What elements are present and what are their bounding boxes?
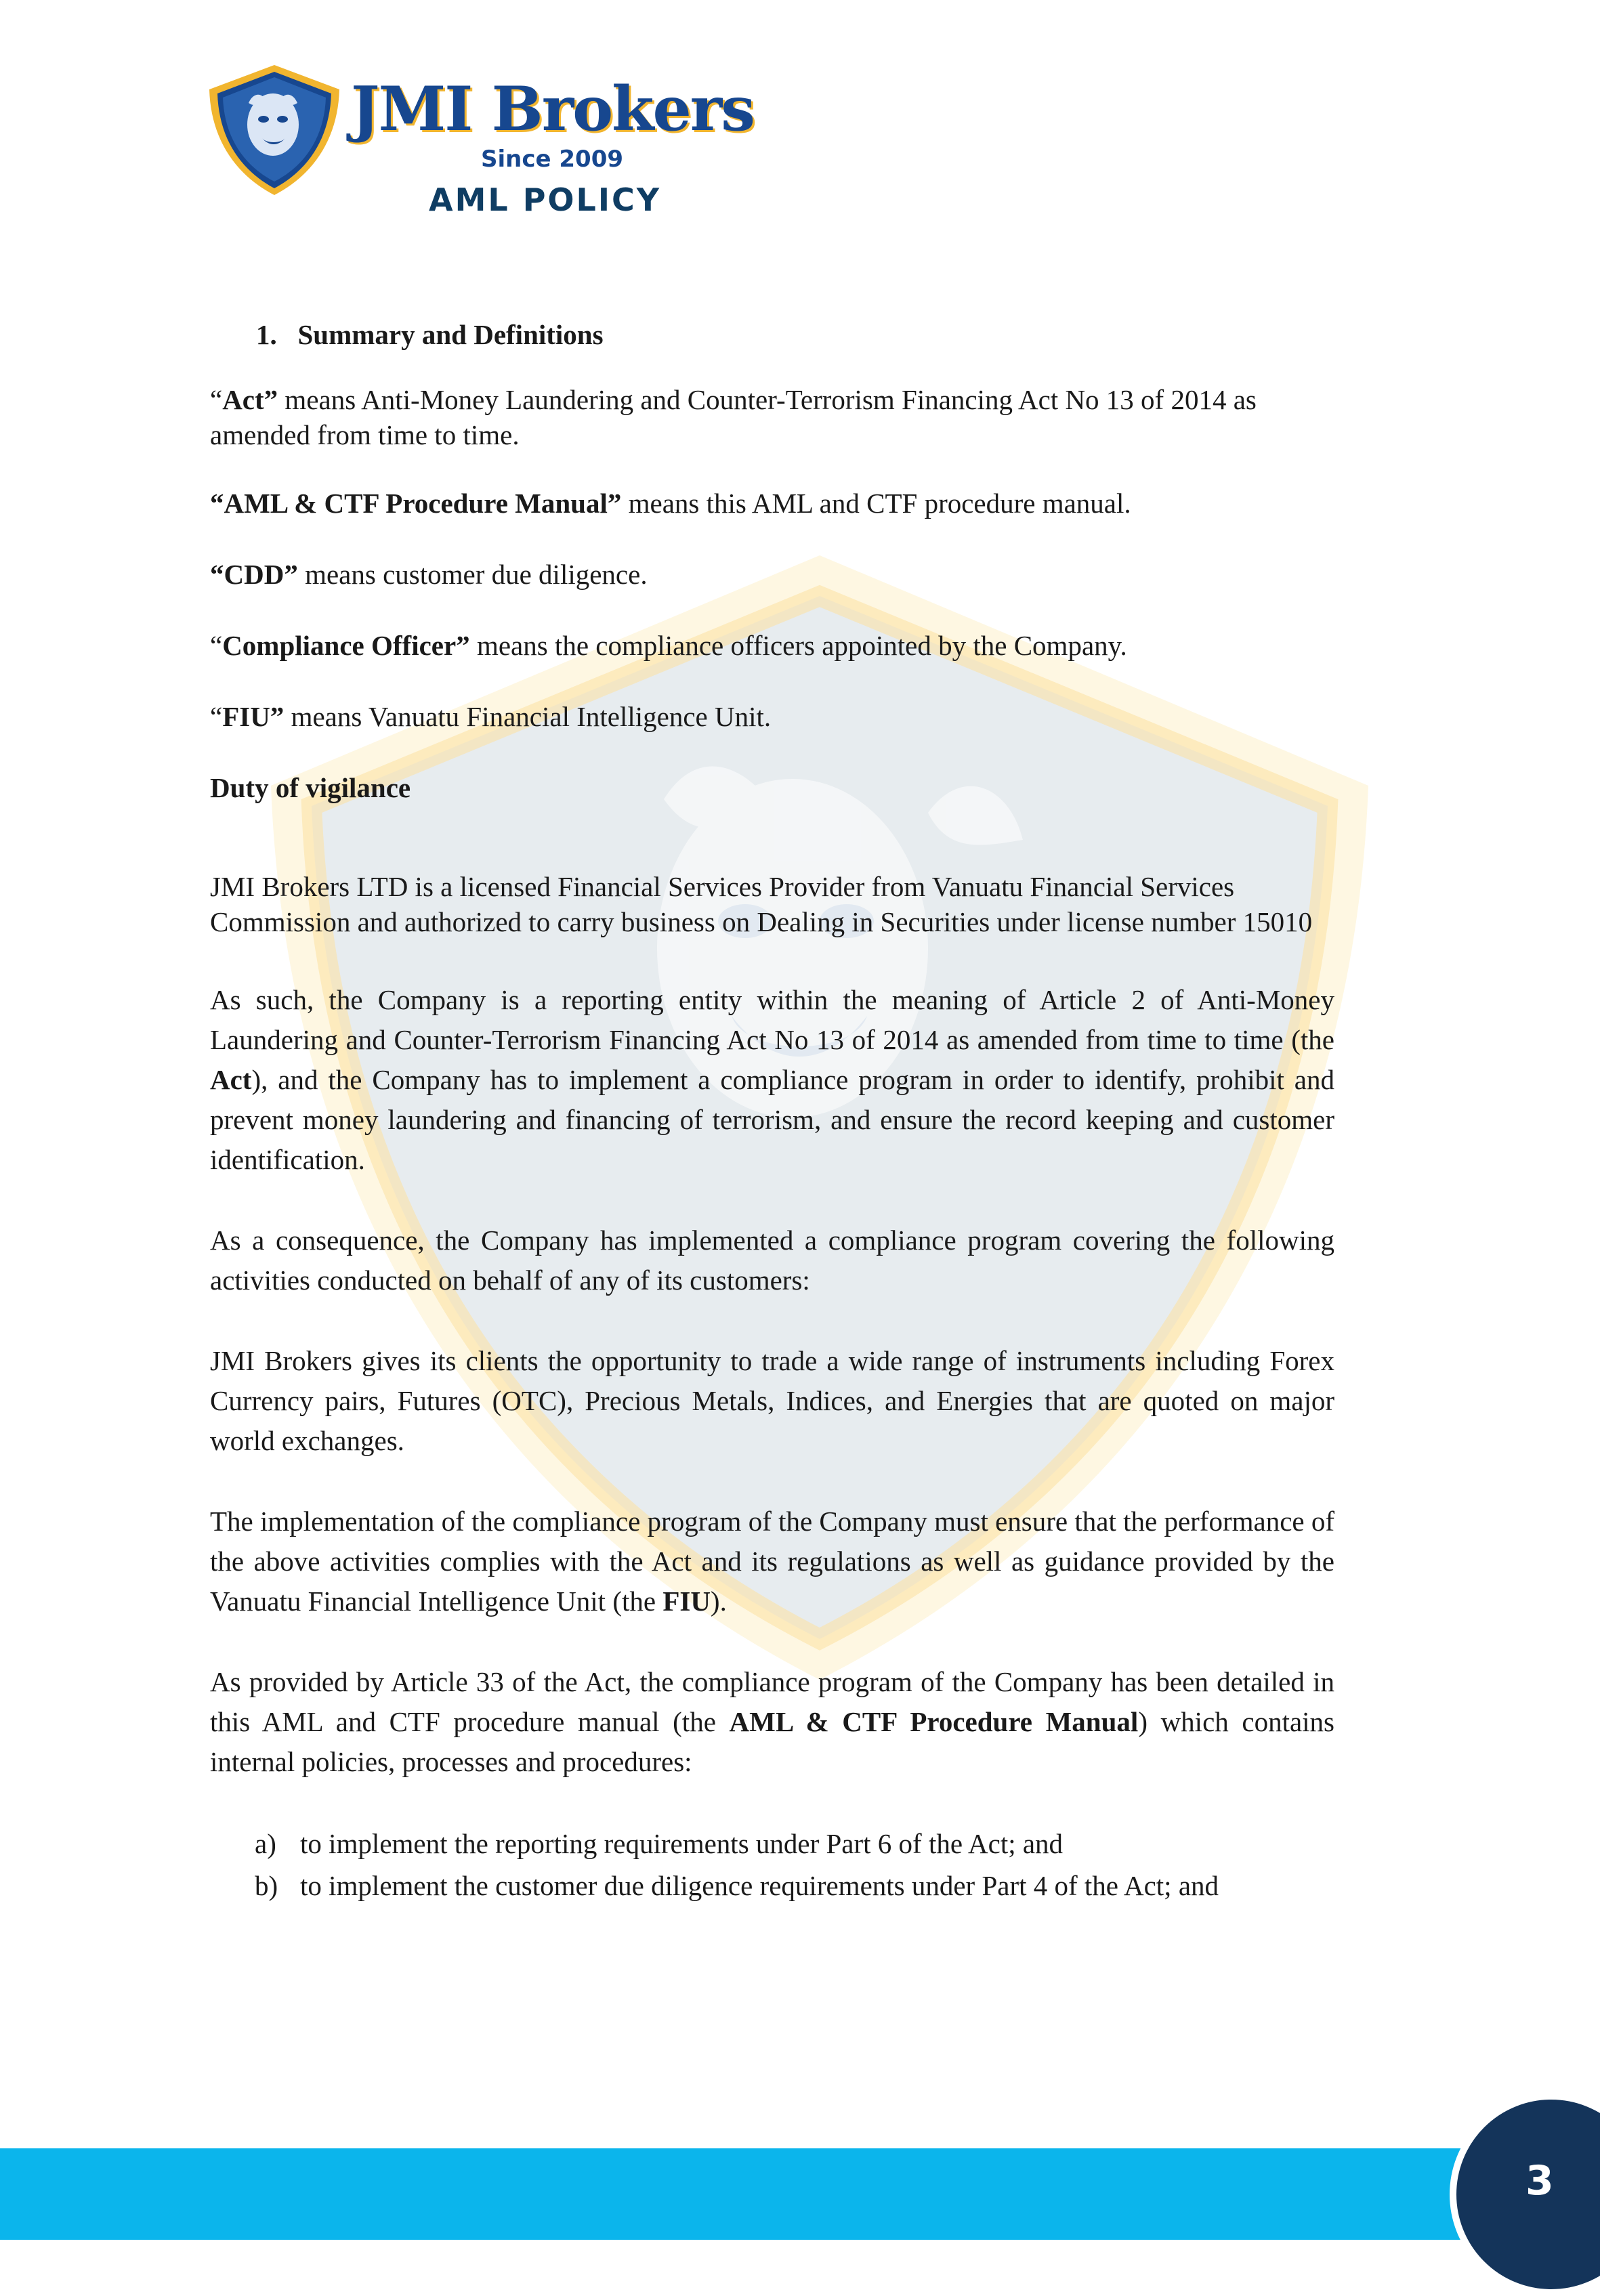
definition-term: FIU” xyxy=(222,701,285,732)
definition-fiu: “FIU” means Vanuatu Financial Intelligence Unit. xyxy=(210,701,772,732)
list-item xyxy=(210,1865,1334,1907)
document-body xyxy=(210,318,1334,1907)
definition-aml-manual xyxy=(210,484,1334,524)
definition-term: Compliance Officer” xyxy=(222,630,470,661)
page-number-badge xyxy=(1450,2093,1600,2296)
list-marker: b) xyxy=(255,1870,278,1901)
brand-name: JMI Brokers xyxy=(351,73,754,145)
definition-act: “Act” means Anti-Money Laundering and Counter-Terrorism Financing Act No 13 of 2014 as amended from time to time. xyxy=(210,384,1257,450)
definition-cdd xyxy=(210,555,1334,595)
footer-bar xyxy=(0,2148,1600,2240)
duty-heading: Duty of vigilance xyxy=(210,772,411,803)
article33-paragraph: As provided by Article 33 of the Act, the compliance program of the Company has been detailed in this AML and CTF procedure manual (the AML & CTF Procedure Manual) which contains internal policies, processes and procedures: xyxy=(210,1666,1335,1777)
document-title: AML POLICY xyxy=(429,182,662,218)
reporting-paragraph: As such, the Company is a reporting entity within the meaning of Article 2 of Anti-Money Laundering and Counter-Terrorism Financing Act No 13 of 2014 as amended from time to time (the Act), and the Company has to implement a compliance program in order to identify, prohibit and prevent money laundering and financing of terrorism, and ensure the record keeping and customer identification. xyxy=(210,984,1334,1175)
definition-text: means customer due diligence. xyxy=(297,559,648,590)
procedure-list xyxy=(210,1823,1334,1907)
jmi-shield-logo xyxy=(207,62,342,198)
definition-term: “CDD” xyxy=(210,559,298,590)
definition-text: means Vanuatu Financial Intelligence Unit. xyxy=(284,701,772,732)
section-heading xyxy=(256,318,1334,351)
definition-text: means Anti-Money Laundering and Counter-Terrorism Financing Act No 13 of 2014 as amended from time to time. xyxy=(210,384,1257,450)
brand-tagline: Since 2009 xyxy=(481,146,624,173)
list-item xyxy=(210,1823,1334,1865)
definition-text: means the compliance officers appointed by the Company. xyxy=(469,630,1127,661)
implementation-paragraph: The implementation of the compliance program of the Company must ensure that the performance of the above activities complies with the Act and its regulations as well as guidance provided by the Vanuatu Financial Intelligence Unit (the FIU). xyxy=(210,1506,1334,1617)
definition-text: means this AML and CTF procedure manual. xyxy=(621,488,1131,519)
list-item-text: to implement the reporting requirements under Part 6 of the Act; and xyxy=(300,1828,1064,1859)
definition-term: Act” xyxy=(222,384,278,415)
page-number: 3 xyxy=(1525,2157,1554,2205)
section-title: Summary and Definitions xyxy=(297,319,604,350)
definition-term: “AML & CTF Procedure Manual” xyxy=(210,488,622,519)
section-number: 1. xyxy=(256,319,277,350)
list-item-text: to implement the customer due diligence requirements under Part 4 of the Act; and xyxy=(300,1870,1219,1901)
instruments-paragraph: JMI Brokers gives its clients the opportunity to trade a wide range of instruments including Forex Currency pairs, Futures (OTC), Precious Metals, Indices, and Energies that are quoted on major world exchanges. xyxy=(210,1345,1334,1456)
license-paragraph: JMI Brokers LTD is a licensed Financial Services Provider from Vanuatu Financial Services Commission and authorized to carry business on Dealing in Securities under license number 15010 xyxy=(210,871,1313,937)
list-marker: a) xyxy=(255,1828,276,1859)
consequence-paragraph: As a consequence, the Company has implemented a compliance program covering the following activities conducted on behalf of any of its customers: xyxy=(210,1225,1334,1296)
definition-compliance-officer: “Compliance Officer” means the compliance officers appointed by the Company. xyxy=(210,630,1127,661)
